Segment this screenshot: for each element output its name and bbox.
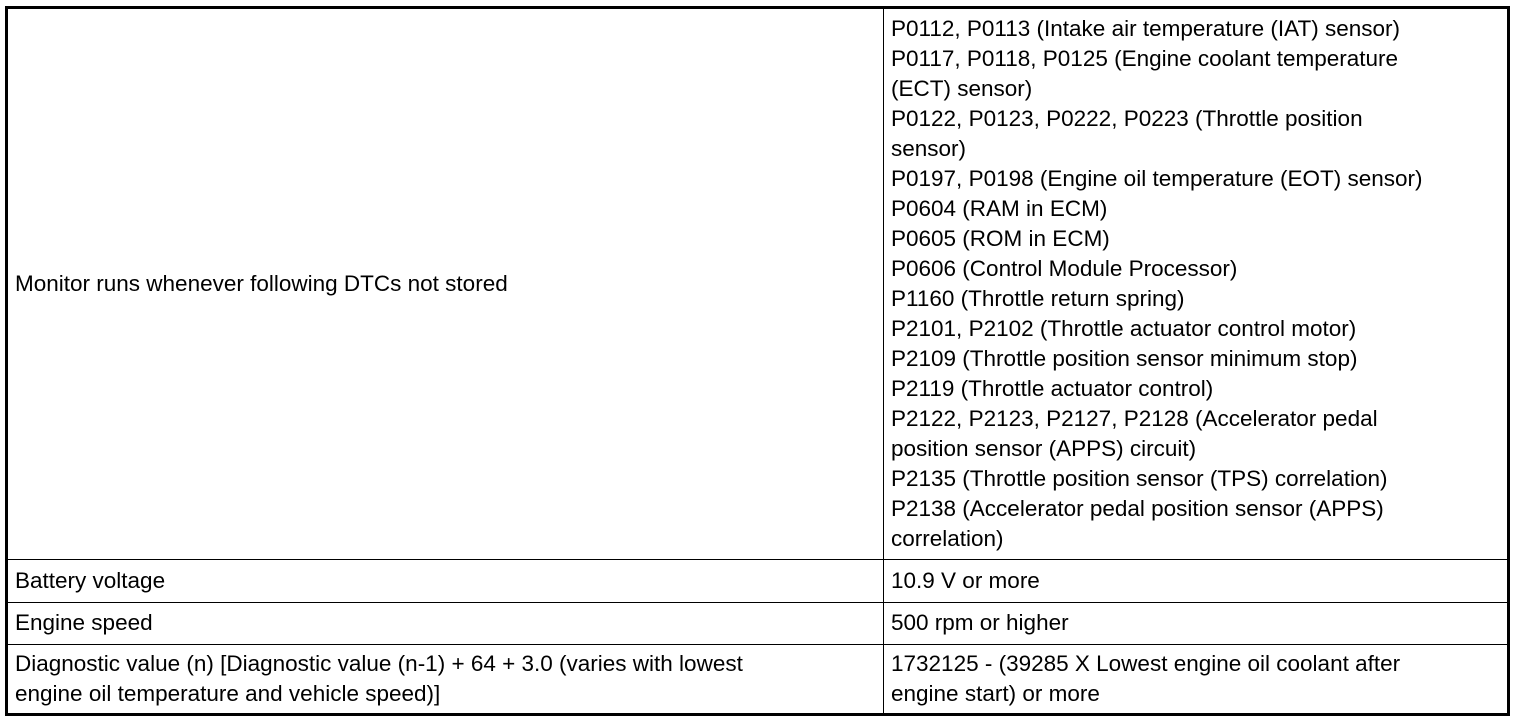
dtc-line: correlation) [891,526,1004,552]
value-text: 10.9 V or more [891,567,1040,593]
dtc-line: P2109 (Throttle position sensor minimum stop) [891,346,1358,372]
dtc-line: P2119 (Throttle actuator control) [891,376,1214,402]
value-cell [884,560,1509,602]
dtc-line: P2135 (Throttle position sensor (TPS) correlation) [891,466,1388,492]
condition-text: Monitor runs whenever following DTCs not stored [15,271,508,297]
dtc-line: P1160 (Throttle return spring) [891,286,1185,312]
conditions-table [5,6,1510,716]
condition-text: Battery voltage [15,567,166,593]
dtc-line: sensor) [891,136,967,162]
value-text: 1732125 - (39285 X Lowest engine oil coolant after [891,650,1401,676]
dtc-line: (ECT) sensor) [891,76,1033,102]
condition-cell [7,644,884,714]
condition-text: engine oil temperature and vehicle speed)] [15,680,441,706]
condition-text: Diagnostic value (n) [Diagnostic value (n-1) + 64 + 3.0 (varies with lowest [15,650,743,676]
value-text: 500 rpm or higher [891,610,1069,636]
dtc-line: P0604 (RAM in ECM) [891,196,1108,222]
dtc-line: P2122, P2123, P2127, P2128 (Accelerator pedal [891,406,1378,432]
dtc-line: P2101, P2102 (Throttle actuator control motor) [891,316,1357,342]
dtc-line: P0197, P0198 (Engine oil temperature (EOT) sensor) [891,166,1423,192]
dtc-line: P2138 (Accelerator pedal position sensor (APPS) [891,496,1384,522]
dtc-line: P0117, P0118, P0125 (Engine coolant temperature [891,46,1399,72]
value-cell [884,8,1509,560]
dtc-line: P0122, P0123, P0222, P0223 (Throttle position [891,106,1363,132]
condition-cell [7,602,884,644]
value-cell [884,602,1509,644]
dtc-line: position sensor (APPS) circuit) [891,436,1197,462]
table-row [7,644,1509,714]
table-row [7,602,1509,644]
table-row [7,560,1509,602]
dtc-line: P0606 (Control Module Processor) [891,256,1238,282]
condition-cell [7,8,884,560]
condition-cell [7,560,884,602]
value-text: engine start) or more [891,680,1100,706]
table-row [7,8,1509,560]
condition-text: Engine speed [15,610,153,636]
dtc-line: P0605 (ROM in ECM) [891,226,1110,252]
value-cell [884,644,1509,714]
dtc-line: P0112, P0113 (Intake air temperature (IAT) sensor) [891,16,1400,42]
